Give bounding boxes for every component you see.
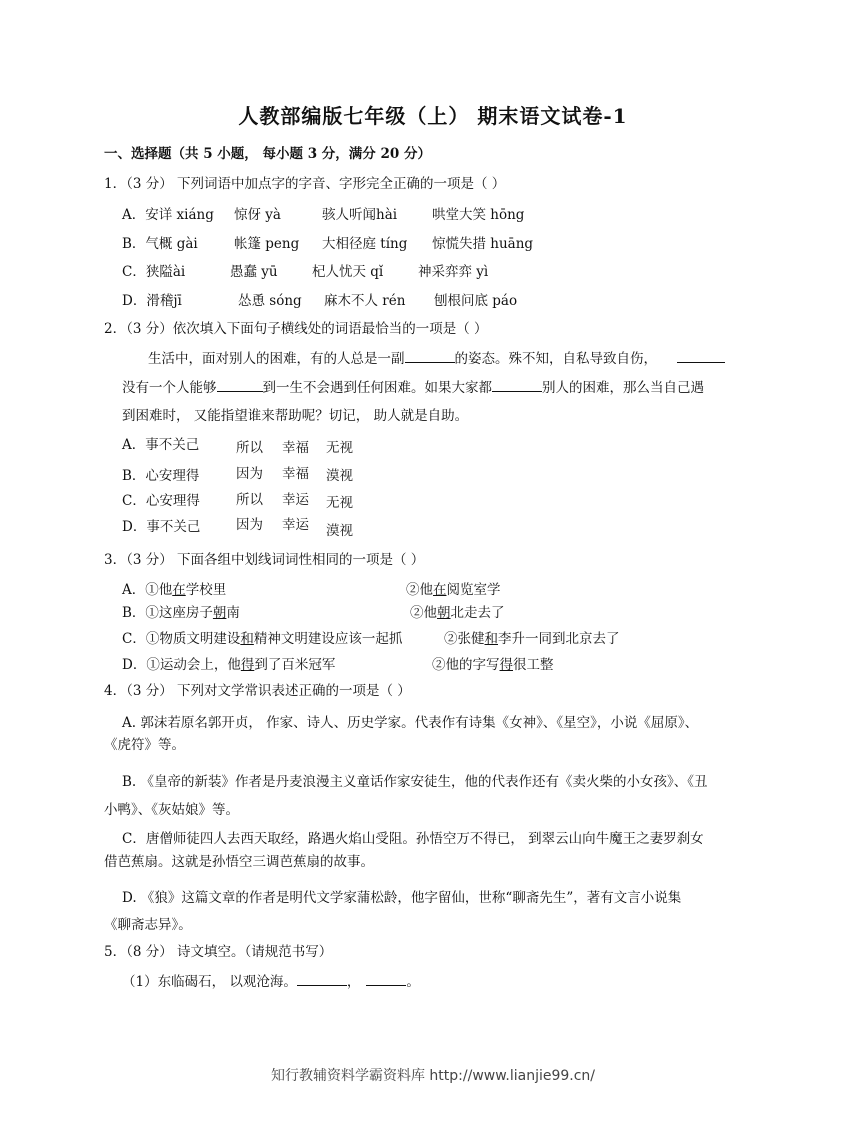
- q4-option-b-line2: 小鸭》、《灰姑娘》等。: [104, 802, 239, 818]
- q2-option-c-2: 所以: [236, 492, 263, 508]
- q1-option-b-3: 大相径庭 tíng: [322, 236, 408, 252]
- q2-option-d-2: 因为: [236, 517, 263, 533]
- q1-option-b-1: B．气概 gài: [122, 236, 198, 252]
- q1-option-b-4: 惊慌失措 huāng: [432, 236, 534, 252]
- q1-option-c-4: 神采弈弈 yì: [418, 264, 489, 280]
- q2-option-b-1: B．心安理得: [122, 468, 200, 484]
- q3-stem: 3．（3 分） 下面各组中划线词词性相同的一项是（ ）: [104, 552, 425, 568]
- q4-option-a-line1: A. 郭沫若原名郭开贞， 作家、诗人、历史学家。代表作有诗集《女神》、《星空》，小说《屈原》、: [122, 715, 699, 731]
- q4-option-b-line1: B. 《皇帝的新装》作者是丹麦浪漫主义童话作家安徒生，他的代表作还有《卖火柴的小女孩》、《丑: [122, 774, 708, 790]
- blank-6: [366, 973, 406, 986]
- q2-option-a-1: A．事不关己: [122, 437, 200, 453]
- q1-option-d-3: 麻木不人 rén: [324, 293, 406, 309]
- q2-option-b-2: 因为: [236, 466, 263, 482]
- q2-option-c-3: 幸运: [282, 492, 309, 508]
- q2-option-c-4: 无视: [326, 495, 353, 511]
- q1-option-a-3: 骇人听闻hài: [322, 207, 398, 223]
- q1-stem: 1．（3 分） 下列词语中加点字的字音、字形完全正确的一项是（ ）: [104, 176, 506, 192]
- q3-option-c-2: ②张健和李升一同到北京去了: [444, 631, 620, 647]
- q2-option-a-3: 幸福: [282, 440, 309, 456]
- q2-option-d-1: D．事不关己: [122, 519, 201, 535]
- q1-option-a-4: 哄堂大笑 hōng: [432, 207, 525, 223]
- q4-stem: 4．（3 分） 下列对文学常识表述正确的一项是（ ）: [104, 683, 411, 699]
- q2-option-a-4: 无视: [326, 440, 353, 456]
- q1-option-c-1: C．狭隘ài: [122, 264, 186, 280]
- q2-stem: 2．（3 分）依次填入下面句子横线处的词语最恰当的一项是（ ）: [104, 321, 488, 337]
- q1-option-a-2: 惊伢 yà: [234, 207, 281, 223]
- q1-option-c-3: 杞人忧天 qǐ: [312, 264, 384, 280]
- blank-2: [677, 350, 725, 363]
- q2-option-b-3: 幸福: [282, 466, 309, 482]
- q3-option-d-2: ②他的字写得很工整: [432, 657, 554, 673]
- q4-option-a-line2: 《虎符》等。: [104, 737, 185, 753]
- q2-passage-line1: 生活中，面对别人的困难，有的人总是一副 的姿态。殊不知，自私导致自伤，: [148, 347, 725, 367]
- q2-option-d-3: 幸运: [282, 517, 309, 533]
- exam-title: 人教部编版七年级（上） 期末语文试卷-1: [238, 104, 628, 128]
- footer-watermark: 知行教辅资料学霸资料库 http://www.lianjie99.cn/: [270, 1068, 596, 1084]
- q3-option-b-1: B．①这座房子朝南: [122, 605, 240, 621]
- q2-option-b-4: 漠视: [326, 468, 353, 484]
- q4-option-c-line1: C．唐僧师徒四人去西天取经，路遇火焰山受阻。孙悟空万不得已， 到翠云山向牛魔王之妻罗刹女: [122, 831, 704, 847]
- q4-option-d-line1: D. 《狼》这篇文章的作者是明代文学家蒲松龄，他字留仙，世称“聊斋先生”，著有文言小说集: [122, 890, 682, 906]
- q1-option-d-2: 怂恿 sóng: [238, 293, 302, 309]
- q1-option-d-4: 刨根问底 páo: [434, 293, 518, 309]
- q2-option-a-2: 所以: [236, 440, 263, 456]
- blank-3: [217, 379, 263, 392]
- q3-option-c-1: C．①物质文明建设和精神文明建设应该一起抓: [122, 631, 403, 647]
- q3-option-a-2: ②他在阅览室学: [406, 582, 501, 598]
- q1-option-d-1: D．滑稽jī: [122, 293, 182, 309]
- q2-passage-line3: 到困难时， 又能指望谁来帮助呢？切记， 助人就是自助。: [122, 408, 469, 424]
- q2-option-c-1: C．心安理得: [122, 493, 200, 509]
- q3-option-d-1: D．①运动会上，他得到了百米冠军: [122, 657, 336, 673]
- q3-option-b-2: ②他朝北走去了: [410, 605, 505, 621]
- q1-option-a-1: A．安详 xiáng: [122, 207, 214, 223]
- q3-option-a-1: A．①他在学校里: [122, 582, 227, 598]
- section-heading: 一、选择题（共 5 小题， 每小题 3 分，满分 20 分）: [104, 146, 431, 162]
- q5-line1: （1）东临碣石， 以观沧海。 ， 。: [122, 974, 420, 990]
- blank-1: [405, 350, 455, 363]
- blank-4: [492, 379, 542, 392]
- q1-option-b-2: 帐篷 peng: [234, 236, 300, 252]
- q5-stem: 5．（8 分） 诗文填空。（请规范书写）: [104, 944, 333, 960]
- q1-option-c-2: 愚蠢 yū: [230, 264, 278, 280]
- q4-option-c-line2: 借芭蕉扇。这就是孙悟空三调芭蕉扇的故事。: [104, 854, 374, 870]
- q4-option-d-line2: 《聊斋志异》。: [104, 917, 192, 933]
- blank-5: [297, 973, 347, 986]
- q2-option-d-4: 漠视: [326, 523, 353, 539]
- q2-passage-line2: 没有一个人能够 到一生不会遇到任何困难。如果大家都 别人的困难，那么当自己遇: [122, 380, 704, 396]
